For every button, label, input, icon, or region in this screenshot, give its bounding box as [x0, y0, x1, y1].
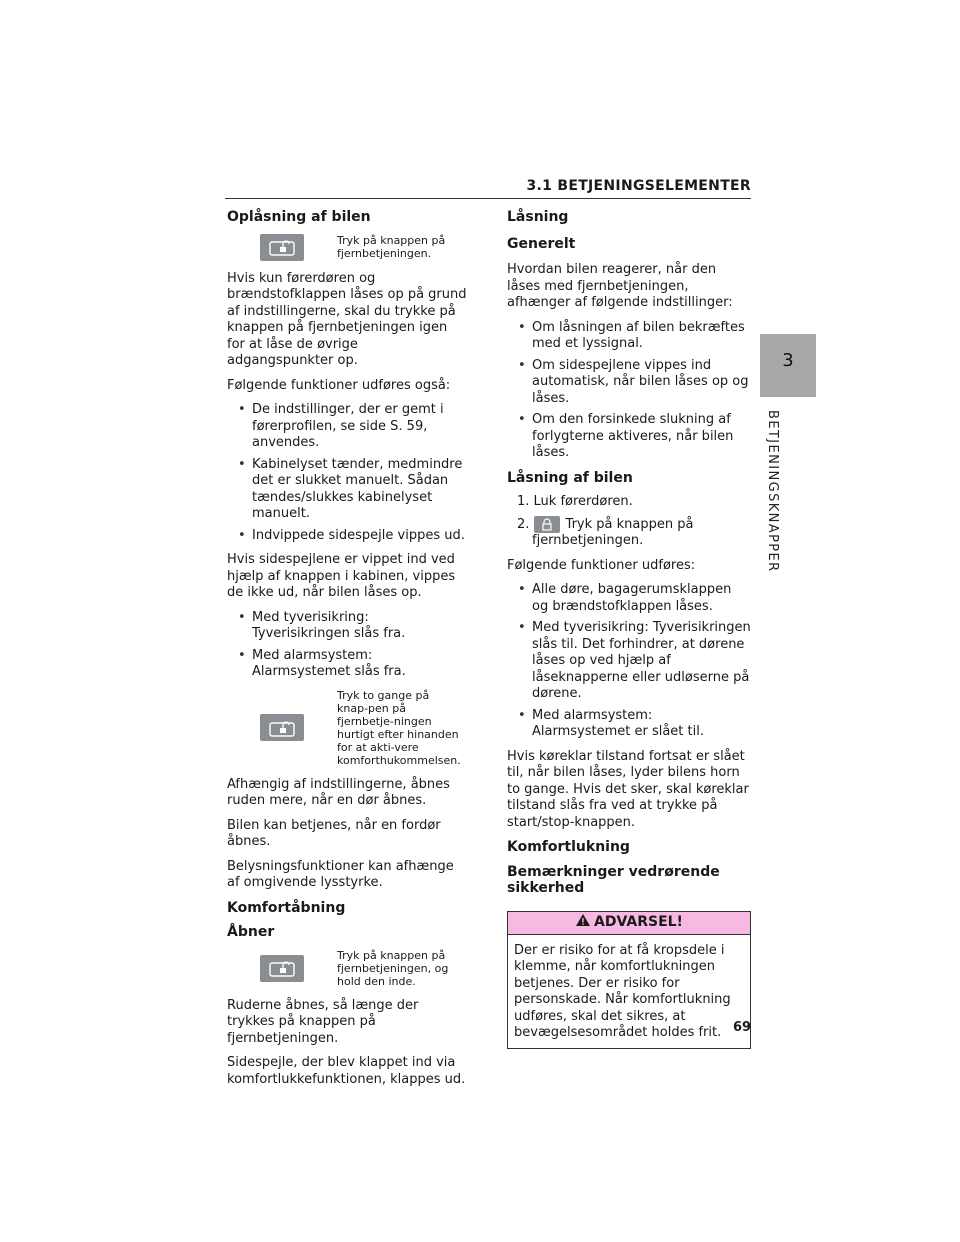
paragraph: Hvis køreklar tilstand fortsat er slået til, når bilen låses, lyder bilens horn to gange. Hvis det sker, skal køreklar tilstand slås fra ved at trykke på start/stop-knappen. — [507, 748, 749, 830]
step-number: 1. — [517, 494, 530, 509]
warning-box — [507, 911, 751, 1049]
key-caption: Tryk to gange på knap-pen på fjernbetje-ningen hurtigt efter hinanden for at akti-vere komforthukommelsen. — [337, 688, 461, 767]
key-instruction-double-press — [227, 689, 467, 767]
step-item — [507, 494, 751, 511]
bullet-list — [227, 610, 467, 681]
heading-general: Generelt — [507, 235, 576, 252]
heading-comfort-opening: Komfortåbning — [227, 899, 346, 916]
paragraph: Bilen kan betjenes, når en fordør åbnes. — [227, 817, 441, 849]
heading-opener: Åbner — [227, 924, 275, 940]
list-item: • Indvippede sidespejle vippes ud. — [227, 528, 467, 545]
lock-key-icon — [534, 516, 560, 533]
key-caption: Tryk på knappen på fjernbetjeningen, og hold den inde. — [337, 948, 449, 988]
paragraph: Hvis sidespejlene er vippet ind ved hjælp af knappen i kabinen, vippes de ikke ud, når bilen låses op. — [227, 552, 456, 600]
list-item: • Med tyverisikring: Tyverisikringen slås til. Det forhindrer, at dørene låses op ved hjælp af låseknapperne eller udløserne på dørene. — [507, 620, 751, 703]
bullet-list — [507, 320, 751, 462]
bullet-list — [227, 402, 467, 544]
paragraph: Afhængig af indstillingerne, åbnes ruden mere, når en dør åbnes. — [227, 776, 450, 808]
unlock-key-icon — [260, 714, 304, 741]
section-header-title: 3.1 BETJENINGSELEMENTER — [526, 178, 751, 194]
header-divider — [225, 198, 751, 199]
warning-triangle-icon — [575, 913, 591, 932]
step-text: Tryk på knappen på fjernbetjeningen. — [532, 516, 694, 548]
step-text: Luk førerdøren. — [533, 494, 633, 509]
warning-title: ADVARSEL! — [594, 914, 683, 931]
step-item — [507, 516, 751, 550]
list-item: • Om låsningen af bilen bekræftes med et lyssignal. — [507, 320, 751, 353]
warning-header — [508, 912, 750, 935]
chapter-number: 3 — [782, 350, 794, 371]
left-column — [227, 209, 467, 1096]
step-list — [507, 494, 751, 550]
warning-text: Der er risiko for at få kropsdele i klemme, når komfortlukningen betjenes. Der er risiko for personskade. Når komfortlukning udføres, skal det sikres, at bevægelsesområdet holdes frit. — [514, 942, 731, 1040]
heading-unlocking: Oplåsning af bilen — [227, 209, 371, 225]
step-number: 2. — [517, 516, 530, 532]
list-item: • Med alarmsystem: Alarmsystemet er slået til. — [507, 708, 751, 741]
unlock-key-icon — [260, 955, 304, 982]
right-column — [507, 209, 751, 1049]
paragraph: Følgende funktioner udføres også: — [227, 377, 451, 393]
page-number: 69 — [733, 1020, 752, 1035]
list-item: • Med alarmsystem: Alarmsystemet slås fra. — [227, 648, 467, 681]
paragraph: Belysningsfunktioner kan afhænge af omgivende lysstyrke. — [227, 858, 454, 890]
heading-locking-car: Låsning af bilen — [507, 469, 633, 486]
key-instruction-unlock — [227, 234, 467, 261]
paragraph: Sidespejle, der blev klappet ind via komfortlukkefunktionen, klappes ud. — [227, 1055, 466, 1087]
list-item: • Alle døre, bagagerumsklappen og brændstofklappen låses. — [507, 582, 751, 615]
chapter-tab-label: BETJENINGSKNAPPER — [765, 410, 780, 573]
list-item: • Med tyverisikring: Tyverisikringen slås fra. — [227, 610, 467, 643]
paragraph: Følgende funktioner udføres: — [507, 557, 696, 573]
list-item: • De indstillinger, der er gemt i førerprofilen, se side S. 59, anvendes. — [227, 402, 467, 452]
list-item: • Om sidespejlene vippes ind automatisk, når bilen låses op og låses. — [507, 358, 751, 408]
heading-locking: Låsning — [507, 209, 569, 225]
key-instruction-hold — [227, 949, 467, 988]
key-caption: Tryk på knappen på fjernbetjeningen. — [337, 234, 446, 260]
list-item: • Om den forsinkede slukning af forlygterne aktiveres, når bilen låses. — [507, 412, 751, 462]
paragraph: Hvordan bilen reagerer, når den låses med fjernbetjeningen, afhænger af følgende indstillinger: — [507, 262, 733, 310]
heading-comfort-closing: Komfortlukning — [507, 839, 630, 855]
paragraph: Ruderne åbnes, så længe der trykkes på knappen på fjernbetjeningen. — [227, 997, 419, 1046]
paragraph: Hvis kun førerdøren og brændstofklappen låses op på grund af indstillingerne, skal du trykke på knappen på fjernbetjeningen igen for at låse de øvrige adgangspunkter op. — [227, 270, 467, 368]
bullet-list — [507, 582, 751, 741]
list-item: • Kabinelyset tænder, medmindre det er slukket manuelt. Sådan tændes/slukkes kabinelyset manuelt. — [227, 457, 467, 523]
unlock-key-icon — [260, 234, 304, 261]
heading-safety-notes: Bemærkninger vedrørende sikkerhed — [507, 863, 720, 896]
